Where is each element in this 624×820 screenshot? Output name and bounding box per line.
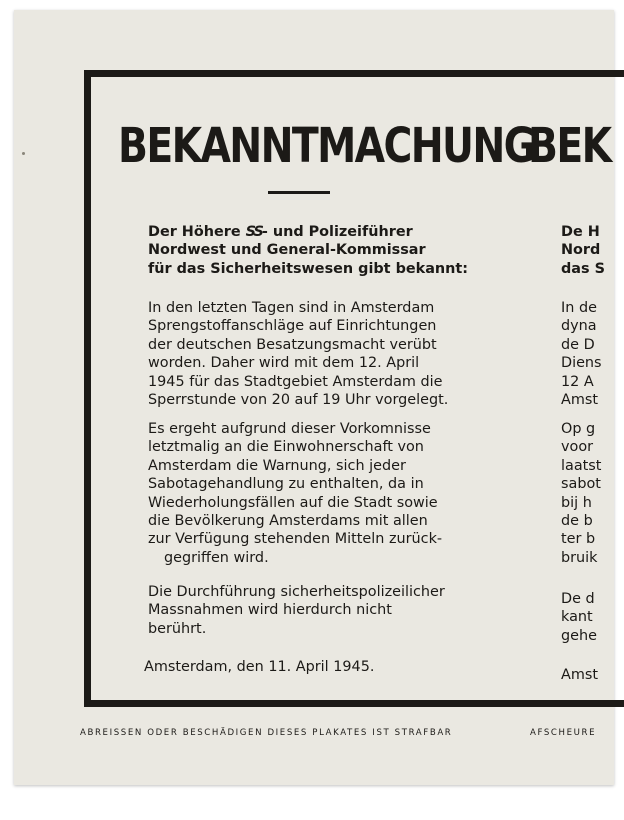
text-line: worden. Daher wird mit dem 12. April	[148, 355, 420, 372]
text-line: der deutschen Besatzungsmacht verübt	[148, 336, 437, 353]
text-line: Amsterdam die Warnung, sich jeder	[148, 457, 406, 474]
text-line: Es ergeht aufgrund dieser Vorkomnisse	[148, 421, 431, 437]
text-line: Massnahmen wird hierdurch nicht	[148, 602, 392, 619]
text-line: ter b	[561, 531, 596, 548]
text-line: Die Durchführung sicherheitspolizeilicher	[148, 584, 445, 600]
text-line: dyna	[561, 318, 597, 335]
german-paragraph-1	[148, 299, 448, 409]
text-line: Diens	[561, 355, 602, 372]
text-line: Sabotagehandlung zu enthalten, da in	[148, 476, 424, 493]
german-paragraph-3	[148, 583, 445, 638]
text-line: de b	[561, 513, 593, 530]
dutch-intro	[561, 223, 605, 278]
text-line: bij h	[561, 494, 592, 511]
german-intro-line-2: Nordwest und General-Kommissar	[148, 242, 426, 259]
text-line: Sprengstoffanschläge auf Einrichtungen	[148, 318, 437, 335]
text-line: de D	[561, 336, 595, 353]
dutch-paragraph-3	[561, 590, 597, 645]
text-line: berührt.	[148, 620, 207, 637]
text-line: 1945 für das Stadtgebiet Amsterdam die	[148, 373, 443, 390]
german-paragraph-2	[148, 420, 442, 567]
text-line: sabot	[561, 476, 601, 493]
text-line: De H	[561, 224, 600, 240]
german-title: BEKANNTMACHUNG	[118, 118, 535, 174]
german-intro	[148, 223, 468, 278]
text-line: De d	[561, 591, 595, 607]
text-line: das S	[561, 260, 605, 277]
german-intro-line-3: für das Sicherheitswesen gibt bekannt:	[148, 260, 469, 277]
paper-spot	[22, 152, 25, 155]
german-signature: Amsterdam, den 11. April 1945.	[144, 659, 375, 675]
ss-rune-icon: SS	[245, 224, 262, 240]
text-line: Wiederholungsfällen auf die Stadt sowie	[148, 494, 438, 511]
text-line: Amst	[561, 392, 599, 409]
title-underline	[268, 191, 330, 194]
text-line: bruik	[561, 549, 598, 566]
text-line: kant	[561, 609, 593, 626]
dutch-title: BEK	[528, 118, 611, 174]
dutch-footer-warning: AFSCHEURE	[530, 728, 597, 738]
text-line: Nord	[561, 242, 601, 259]
border-top	[84, 70, 624, 77]
text-line: In de	[561, 300, 597, 316]
text-line: die Bevölkerung Amsterdams mit allen	[148, 513, 428, 530]
border-bottom	[84, 700, 624, 707]
text-line: laatst	[561, 457, 602, 474]
german-intro-line-1: Der Höhere SS- und Polizeiführer	[148, 224, 413, 240]
text-line: In den letzten Tagen sind in Amsterdam	[148, 300, 435, 316]
text-line: voor	[561, 439, 594, 456]
text-line: Sperrstunde von 20 auf 19 Uhr vorgelegt.	[148, 392, 449, 409]
text-line: zur Verfügung stehenden Mitteln zurück-	[148, 531, 443, 548]
border-left	[84, 70, 91, 707]
text-line: 12 A	[561, 373, 594, 390]
dutch-paragraph-2	[561, 420, 601, 567]
text-line: gegriffen wird.	[164, 549, 269, 566]
text-line: Op g	[561, 421, 596, 437]
poster-sheet	[14, 10, 614, 785]
text-line: letztmalig an die Einwohnerschaft von	[148, 439, 424, 456]
dutch-signature: Amst	[561, 667, 599, 683]
dutch-paragraph-1	[561, 299, 602, 409]
text-line: gehe	[561, 627, 597, 644]
german-footer-warning: ABREISSEN ODER BESCHÄDIGEN DIESES PLAKATES IST STRAFBAR	[80, 728, 453, 738]
